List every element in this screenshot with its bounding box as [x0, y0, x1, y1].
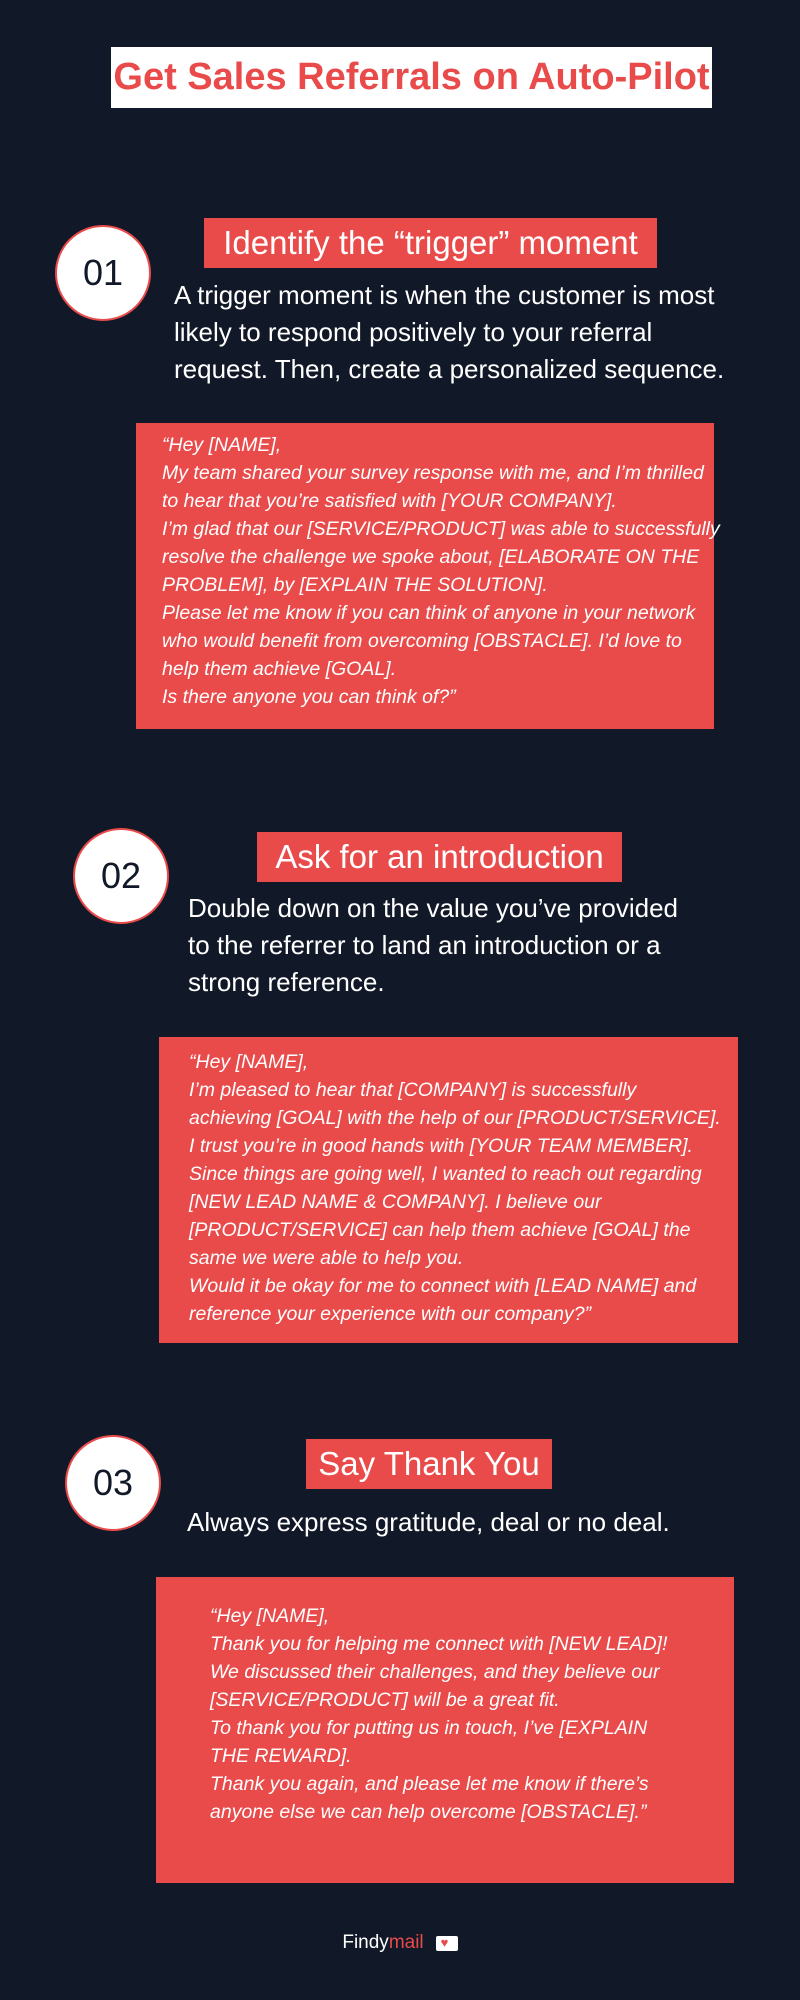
quote-line: anyone else we can help overcome [OBSTACLE].”	[210, 1801, 647, 1823]
quote-box	[159, 1037, 738, 1343]
step-heading-text: Identify the “trigger” moment	[223, 224, 638, 261]
quote-line: THE REWARD].	[210, 1745, 352, 1767]
quote-line: [SERVICE/PRODUCT] will be a great fit.	[210, 1689, 560, 1711]
step-number-badge	[55, 225, 151, 321]
quote-text	[162, 431, 720, 711]
quote-line: I’m pleased to hear that [COMPANY] is successfully	[189, 1079, 637, 1101]
brand-name-part2: mail	[388, 1932, 424, 1953]
quote-line: reference your experience with our company?”	[189, 1303, 592, 1325]
description-line: strong reference.	[188, 967, 385, 997]
quote-line: Thank you for helping me connect with [NEW LEAD]!	[210, 1633, 668, 1655]
step-description	[174, 277, 724, 388]
quote-line: Since things are going well, I wanted to reach out regarding	[189, 1163, 702, 1185]
quote-line: “Hey [NAME],	[210, 1605, 330, 1627]
step-description	[188, 890, 678, 1001]
quote-line: [PRODUCT/SERVICE] can help them achieve [GOAL] the	[189, 1219, 691, 1241]
step-heading-text: Say Thank You	[318, 1445, 540, 1482]
quote-line: PROBLEM], by [EXPLAIN THE SOLUTION].	[162, 574, 548, 596]
quote-line: help them achieve [GOAL].	[162, 658, 397, 680]
quote-line: achieving [GOAL] with the help of our [PRODUCT/SERVICE].	[189, 1107, 721, 1129]
quote-line: “Hey [NAME],	[189, 1051, 309, 1073]
quote-line: I trust you’re in good hands with [YOUR TEAM MEMBER].	[189, 1135, 693, 1157]
quote-line: [NEW LEAD NAME & COMPANY]. I believe our	[189, 1191, 602, 1213]
step-number: 03	[92, 1462, 134, 1503]
quote-text	[189, 1048, 721, 1328]
footer-logo	[0, 1932, 800, 1954]
description-line: Always express gratitude, deal or no deal.	[187, 1507, 670, 1537]
quote-box	[136, 423, 720, 729]
quote-box	[156, 1577, 734, 1883]
quote-line: to hear that you’re satisfied with [YOUR COMPANY].	[162, 490, 617, 512]
step-heading	[204, 218, 657, 268]
step-number: 02	[100, 855, 142, 896]
quote-line: Is there anyone you can think of?”	[162, 686, 456, 708]
quote-line: I’m glad that our [SERVICE/PRODUCT] was able to successfully	[162, 518, 720, 540]
step-description	[187, 1504, 670, 1541]
quote-line: Would it be okay for me to connect with [LEAD NAME] and	[189, 1275, 697, 1297]
quote-line: To thank you for putting us in touch, I’ve [EXPLAIN	[210, 1717, 648, 1739]
step-number: 01	[82, 252, 124, 293]
description-line: request. Then, create a personalized sequence.	[174, 354, 725, 384]
quote-line: My team shared your survey response with me, and I’m thrilled	[162, 462, 704, 484]
quote-line: same we were able to help you.	[189, 1247, 464, 1269]
description-line: A trigger moment is when the customer is most	[174, 280, 715, 310]
step-heading	[257, 832, 622, 882]
step-number-badge	[73, 828, 169, 924]
quote-line: Please let me know if you can think of anyone in your network	[162, 602, 696, 624]
mail-heart-icon	[436, 1936, 458, 1951]
description-line: likely to respond positively to your referral	[174, 317, 653, 347]
page-title: Get Sales Referrals on Auto-Pilot	[113, 56, 710, 98]
step-heading-text: Ask for an introduction	[275, 838, 604, 875]
quote-line: Thank you again, and please let me know if there’s	[210, 1773, 649, 1795]
quote-line: We discussed their challenges, and they believe our	[210, 1661, 660, 1683]
page-title-box	[111, 47, 712, 108]
quote-line: “Hey [NAME],	[162, 434, 282, 456]
quote-line: who would benefit from overcoming [OBSTACLE]. I’d love to	[162, 630, 682, 652]
step-number-badge	[65, 1435, 161, 1531]
brand-name-part1: Findy	[342, 1932, 389, 1953]
description-line: to the referrer to land an introduction or a	[188, 930, 661, 960]
quote-text	[210, 1602, 667, 1826]
step-heading	[306, 1439, 552, 1489]
quote-line: resolve the challenge we spoke about, [ELABORATE ON THE	[162, 546, 700, 568]
description-line: Double down on the value you’ve provided	[188, 893, 679, 923]
